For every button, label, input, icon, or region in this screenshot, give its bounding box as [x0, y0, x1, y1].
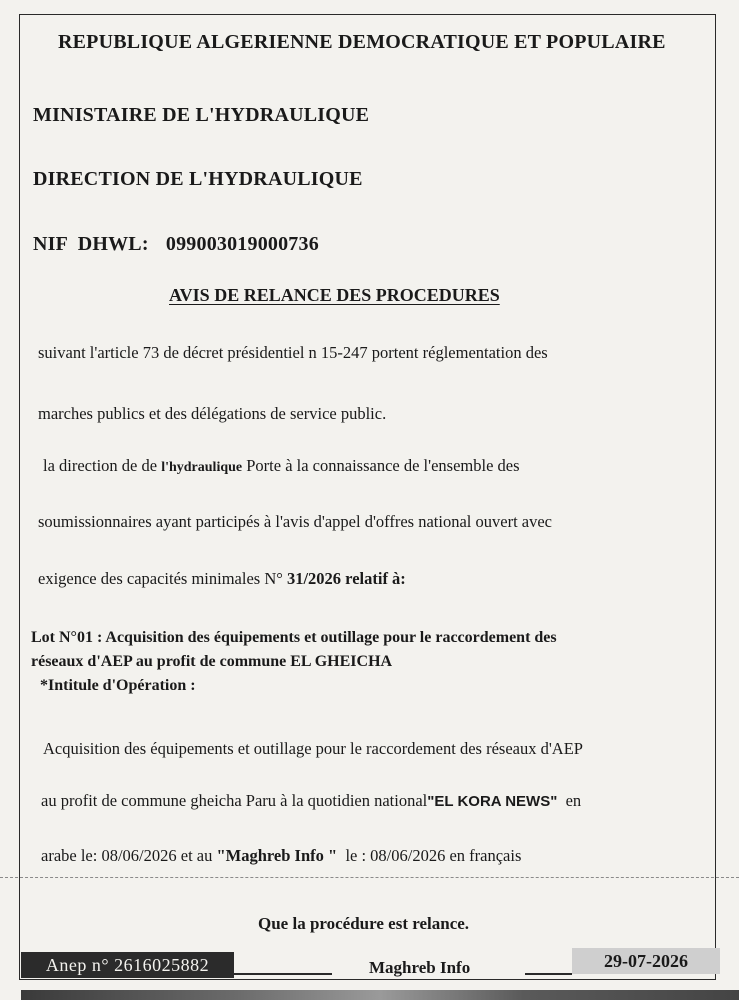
publication-line-2-start: au profit de commune gheicha Paru à la quotidien national	[41, 791, 428, 810]
notice-line-5-start: exigence des capacités minimales N°	[38, 569, 287, 588]
footer-newspaper: Maghreb Info	[369, 958, 471, 977]
footer-rule-left	[234, 973, 332, 975]
publication-line-2	[41, 791, 581, 811]
ministry-heading: MINISTAIRE DE L'HYDRAULIQUE	[33, 104, 370, 126]
nif-value: 099003019000736	[165, 233, 319, 255]
arabic-newspaper-name: "EL KORA NEWS"	[427, 793, 558, 810]
notice-line-5-bold: 31/2026 relatif à:	[286, 569, 406, 588]
lot-line-2: réseaux d'AEP au profit de commune EL GHEICHA	[31, 653, 393, 670]
notice-line-4: soumissionnaires ayant participés à l'avis d'appel d'offres national ouvert avec	[38, 512, 552, 531]
operation-label: *Intitule d'Opération :	[40, 677, 196, 694]
notice-frame	[19, 14, 716, 980]
notice-line-2: marches publics et des délégations de service public.	[38, 404, 387, 423]
notice-line-5	[38, 569, 406, 589]
nif-label: NIF DHWL:	[33, 233, 149, 255]
publication-line-3-start: arabe le: 08/06/2026 et au	[41, 846, 217, 865]
publication-line-2-end: en	[557, 791, 582, 810]
publication-line-1: Acquisition des équipements et outillage pour le raccordement des réseaux d'AEP	[43, 739, 583, 758]
publication-line-3-end: le : 08/06/2026 en français	[337, 846, 522, 865]
footer-date-badge: 29-07-2026	[572, 948, 720, 974]
bottom-scan-strip	[21, 990, 739, 1000]
notice-line-3-start: la direction de de	[43, 456, 162, 475]
footer-rule-right	[525, 973, 572, 975]
notice-line-3	[43, 456, 520, 476]
publication-line-3	[41, 846, 521, 866]
anep-reference-badge: Anep n° 2616025882	[21, 952, 234, 978]
notice-line-3-bold: l'hydraulique	[161, 460, 243, 475]
republic-heading: REPUBLIQUE ALGERIENNE DEMOCRATIQUE ET POPULAIRE	[58, 31, 666, 53]
lot-line-1: Lot N°01 : Acquisition des équipements et outillage pour le raccordement des	[31, 629, 557, 646]
closing-statement: Que la procédure est relance.	[258, 914, 470, 933]
notice-line-3-end: Porte à la connaissance de l'ensemble des	[242, 456, 520, 475]
fold-line	[0, 877, 739, 878]
direction-heading: DIRECTION DE L'HYDRAULIQUE	[33, 168, 363, 190]
notice-line-1: suivant l'article 73 de décret présidentiel n 15-247 portent réglementation des	[38, 343, 548, 362]
nif-line	[33, 233, 319, 256]
french-newspaper-name: "Maghreb Info "	[216, 846, 338, 865]
notice-title: AVIS DE RELANCE DES PROCEDURES	[169, 285, 500, 305]
